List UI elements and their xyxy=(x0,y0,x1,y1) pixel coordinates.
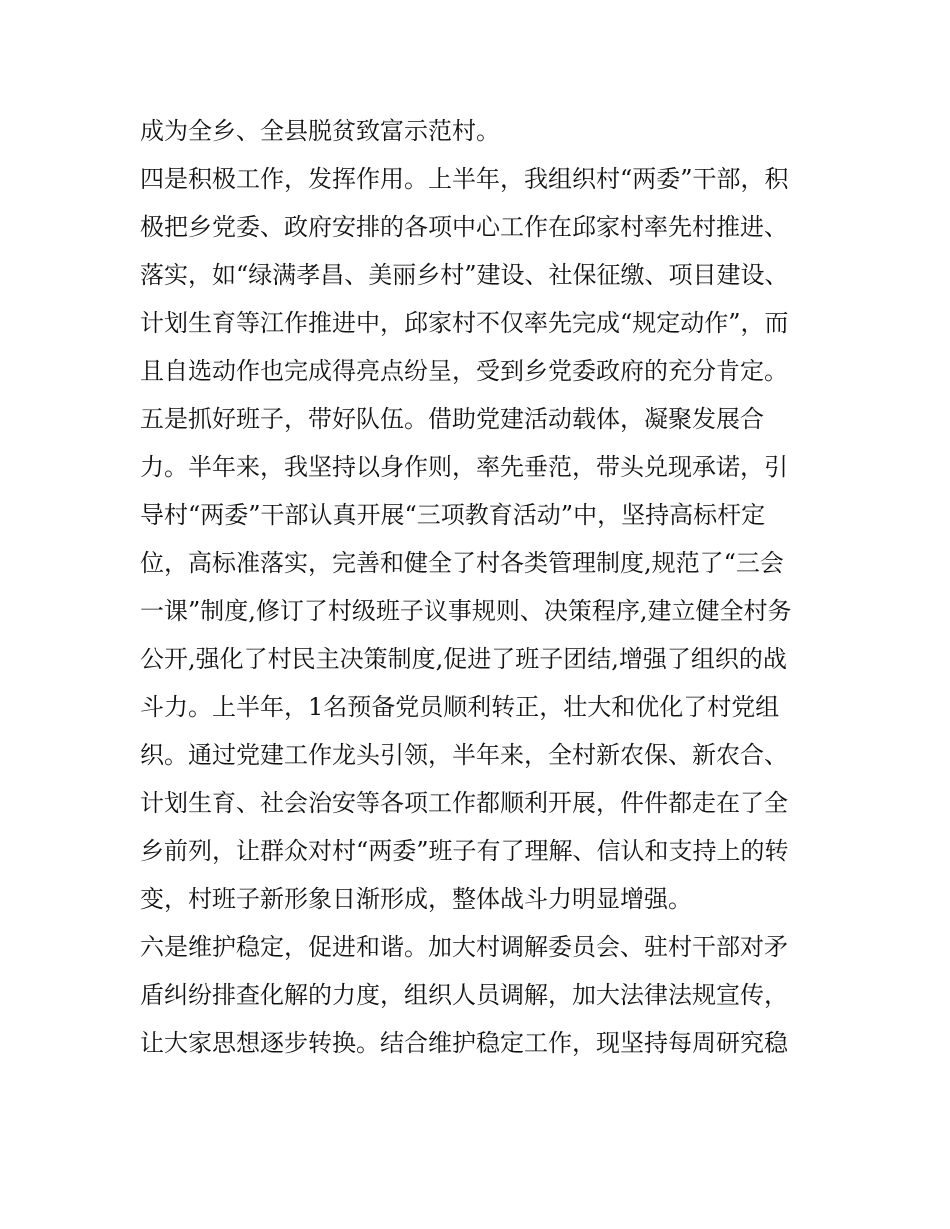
text-line: 落实，如“绿满孝昌、美丽乡村”建设、社保征缴、项目建设、 xyxy=(140,261,789,289)
text-line: 力。半年来，我坚持以身作则，率先垂范，带头兑现承诺，引 xyxy=(140,453,788,481)
text-line: 四是积极工作，发挥作用。上半年，我组织村“两委”干部，积 xyxy=(140,165,789,193)
text-line: 导村“两委”干部认真开展“三项教育活动”中，坚持高标杆定 xyxy=(140,501,766,529)
text-line: 盾纠纷排查化解的力度，组织人员调解，加大法律法规宣传， xyxy=(140,981,788,1009)
text-line: 织。通过党建工作龙头引领，半年来，全村新农保、新农合、 xyxy=(140,741,788,769)
text-line: 成为全乡、全县脱贫致富示范村。 xyxy=(140,117,500,145)
text-line: 斗力。上半年，1名预备党员顺利转正，壮大和优化了村党组 xyxy=(140,693,780,721)
text-line: 变，村班子新形象日渐形成，整体战斗力明显增强。 xyxy=(140,885,692,913)
text-line: 位，高标准落实，完善和健全了村各类管理制度,规范了“三会 xyxy=(140,549,784,577)
text-line: 且自选动作也完成得亮点纷呈，受到乡党委政府的充分肯定。 xyxy=(140,357,788,385)
text-line: 六是维护稳定，促进和谐。加大村调解委员会、驻村干部对矛 xyxy=(140,933,788,961)
text-line: 计划生育、社会治安等各项工作都顺利开展，件件都走在了全 xyxy=(140,789,788,817)
text-line: 一课”制度,修订了村级班子议事规则、决策程序,建立健全村务 xyxy=(140,597,792,625)
text-line: 让大家思想逐步转换。结合维护稳定工作，现坚持每周研究稳 xyxy=(140,1029,788,1057)
text-line: 极把乡党委、政府安排的各项中心工作在邱家村率先村推进、 xyxy=(140,213,788,241)
text-line: 乡前列，让群众对村“两委”班子有了理解、信认和支持上的转 xyxy=(140,837,789,865)
text-line: 五是抓好班子，带好队伍。借助党建活动载体，凝聚发展合 xyxy=(140,405,764,433)
text-line: 计划生育等江作推进中，邱家村不仅率先完成“规定动作”，而 xyxy=(140,309,789,337)
body-text xyxy=(140,107,820,1067)
text-line: 公开,强化了村民主决策制度,促进了班子团结,增强了组织的战 xyxy=(140,645,787,673)
